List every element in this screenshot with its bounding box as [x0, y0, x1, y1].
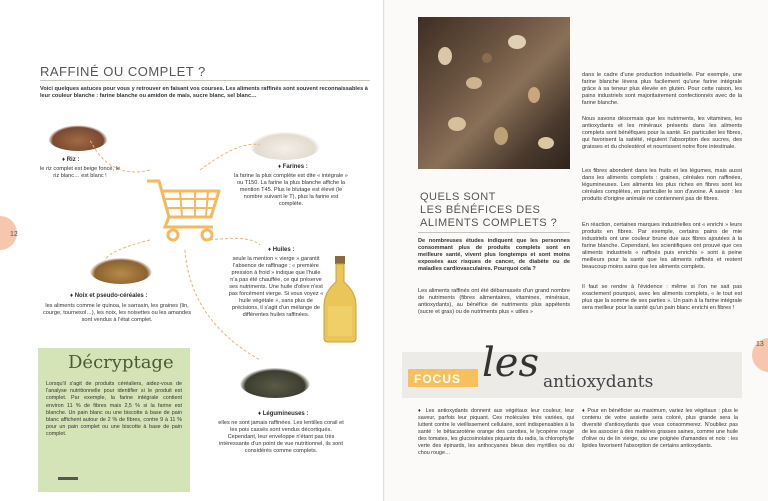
- col2-p2: Nous savons désormais que les nutriments, les vitamines, les antioxydants et les minéraux présents dans les aliments complets sont bénéfiques pour la santé. En particulier les fibres, qui favorisent la satiété, régulent l'absorption des sucres, des graisses et du cholestérol et nourrissent notre flore intestinale.: [582, 116, 742, 150]
- bread-photo: [418, 17, 570, 169]
- title-line2: LES BÉNÉFICES DES: [420, 204, 541, 216]
- decryptage-text: Lorsqu'il s'agit de produits céréaliers, aidez-vous de l'analyse nutritionnelle pour identifier si le produit est complet. Par exemple, la farine intégrale contient environ 11 % de fibres mais 2,5 % si la farine est blanche. Un pain blanc ou une biscotte à base de pain blanc affichent autour de 2 % de fibres, contre 9 à 11 % pour un pain complet ou une biscotte à base de pain complet.: [46, 381, 182, 438]
- col2-p1: dans le cadre d'une production industrielle. Par exemple, une farine blanche lèvera plus facilement qu'une farine intégrale grâce à sa teneur plus élevée en gluten. Pour cette raison, les pains industriels sont majoritairement confectionnés avec de la farine blanche.: [582, 72, 742, 106]
- focus-les: les: [482, 340, 539, 386]
- riz-label: ♦ Riz :: [62, 157, 80, 163]
- huiles-label: ♦ Huiles :: [268, 247, 295, 253]
- decryptage-flag: [58, 477, 78, 480]
- right-intro: De nombreuses études indiquent que les personnes consommant plus de produits complets sont en meilleure santé, vivent plus longtemps et sont moins exposées aux risques de cancer, de diabète ou de maladies cardiovasculaires. Pourquoi cela ?: [418, 238, 570, 272]
- title-rule-right: [418, 232, 570, 233]
- legumineuses-label: ♦ Légumineuses :: [258, 411, 309, 417]
- seeds-image: [90, 258, 152, 284]
- focus-title: antioxydants: [543, 372, 654, 392]
- riz-text: le riz complet est beige foncé, le riz blanc… est blanc !: [40, 166, 120, 179]
- right-para1: Les aliments raffinés ont été débarrassés d'un grand nombre de nutriments (fibres alimentaires, vitamines, minéraux, antioxydants), au bénéfice de nutriments plus appétents (sucre et gras) ou de nutriments plus « utiles »: [418, 288, 570, 315]
- focus-col2: ♦ Pour en bénéficier au maximum, variez les végétaux : plus le contenu de votre assiette sera coloré, plus grande sera la diversité d'antioxydants que vous consommerez. N'oubliez pas de les associer à des matières grasses saines, comme une huile d'olive ou de lin vierge, ou une poignée d'amandes et noix : les lipides favorisent l'absorption de certains antioxydants.: [582, 408, 738, 449]
- noix-text: les aliments comme le quinoa, le sarrasin, les graines (lin, courge, tournesol…), les noix, les noisettes ou les amandes sont vendus à l'état complet.: [42, 303, 191, 323]
- page-number-right: 13: [756, 341, 764, 348]
- title-line1: QUELS SONT: [420, 191, 496, 203]
- focus-col1: ♦ Les antioxydants donnent aux végétaux leur couleur, leur saveur, parfois leur piquant. Ces molécules très variées, qui luttent contre le vieillissement cellulaire, sont indispensables à la santé : le bêtacarotène orange des carottes, le lycopène rouge des tomates, les glucosinolates piquants du radis, la chlorophylle verte des épinards, les anthocyanes bleus des myrtilles ou du chou rouge…: [418, 408, 574, 456]
- decryptage-title: Décryptage: [68, 352, 174, 373]
- farines-label: ♦ Farines :: [278, 164, 308, 170]
- noix-label: ♦ Noix et pseudo-céréales :: [70, 293, 148, 299]
- legumineuses-text: elles ne sont jamais raffinées. Les lentilles corail et les pois cassés sont vendus décortiqués. Cependant, leur enveloppe n'étant pas très intéressante d'un point de vue nutritionnel, ils sont considérés comme complets.: [218, 420, 344, 454]
- page-number-left: 12: [10, 231, 18, 238]
- book-spine: [383, 0, 385, 501]
- col2-p4: En réaction, certaines marques industrielles ont « enrichi » leurs produits en fibres. Par exemple, certains pains de mie industriels ont une couleur brune due aux fibres ajoutées à la farine blanche. Cependant, les scientifiques ont prouvé que ces aliments industriels « raffinés puis enrichis » sont à peine meilleurs pour la santé que les aliments raffinés et restent beaucoup moins sains que les aliments complets.: [582, 222, 742, 270]
- title-line3: ALIMENTS COMPLETS ?: [420, 217, 558, 229]
- col2-p3: Les fibres abondent dans les fruits et les légumes, mais aussi dans les aliments complets : graines, céréales non raffinées, légumineuses. Les aliments les plus riches en fibres sont les céréales complètes, en particulier le son d'avoine. À savoir : les produits d'origine animale ne contiennent pas de fibres.: [582, 168, 742, 202]
- lentils-image: [240, 368, 310, 398]
- intro-text: Voici quelques astuces pour vous y retrouver en faisant vos courses. Les aliments raffinés sont souvent reconnaissables à leur couleur blanche : farine blanche ou amidon de maïs, sucre blanc, sel blanc…: [40, 86, 368, 99]
- farines-text: la farine la plus complète est dite « intégrale » ou T150. La farine la plus blanche affiche la mention T45. Plus le blutage est élevé (le nombre suivant le T), plus la farine est complète.: [234, 173, 348, 207]
- focus-word: FOCUS: [414, 372, 461, 386]
- oil-bottle-image: [322, 254, 358, 344]
- title-rule: [40, 80, 370, 81]
- col2-p5: Il faut se rendre à l'évidence : même si l'on ne sait pas exactement pourquoi, avec les aliments complets, « le tout est plus que la somme de ses parties ». Un pain à la farine intégrale sera meilleur pour la santé qu'un pain blanc enrichi en fibres !: [582, 284, 742, 311]
- huiles-text: seule la mention « vierge » garantit l'absence de raffinage ; « première pression à froid » indique que l'huile n'a pas été chauffée, ce qui préserve ses nutriments. Une huile d'olive n'est pas forcément vierge. Si vous voyez « huile végétale », sans plus de précisions, il s'agit d'un mélange de différentes huiles raffinées.: [228, 256, 324, 318]
- page-title: RAFFINÉ OU COMPLET ?: [40, 64, 206, 79]
